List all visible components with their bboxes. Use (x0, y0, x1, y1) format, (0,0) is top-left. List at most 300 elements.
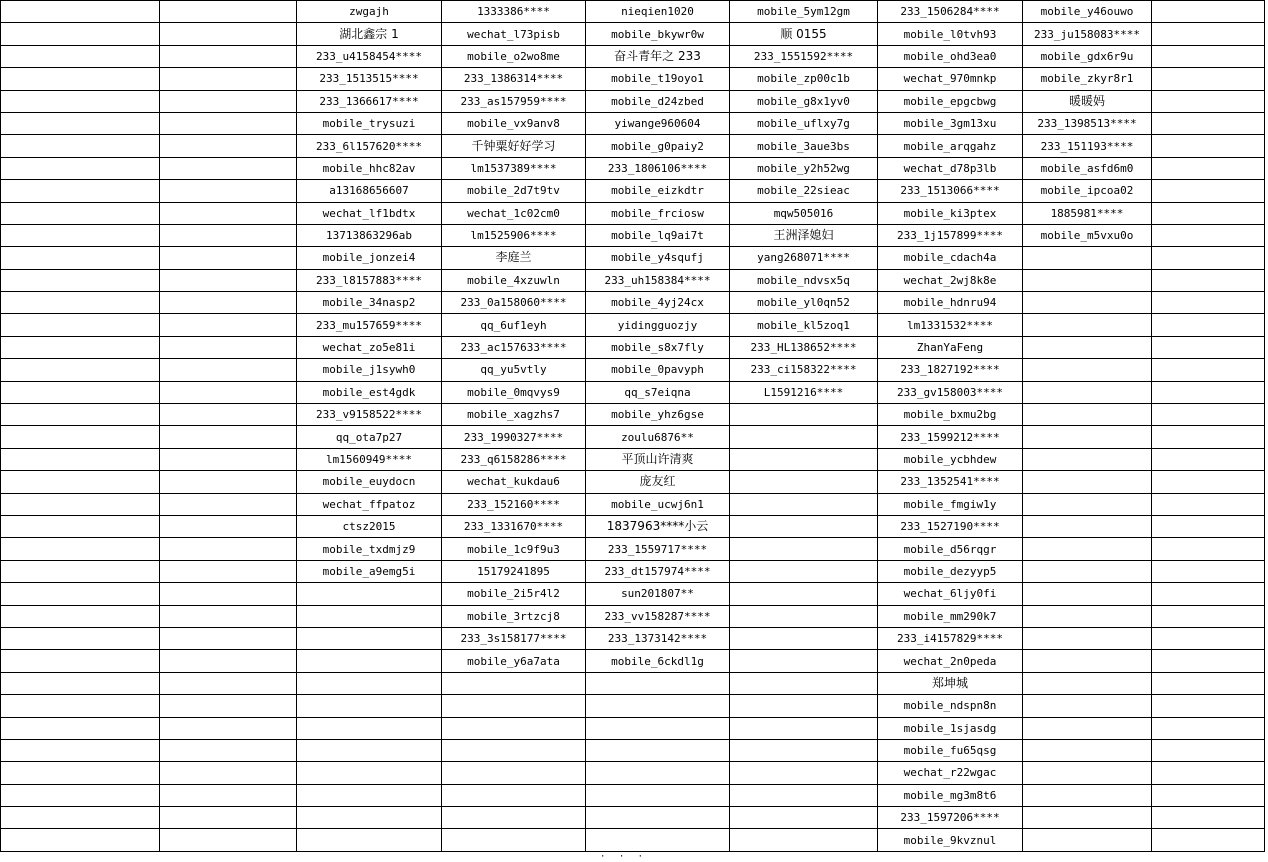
table-cell[interactable]: wechat_kukdau6 (442, 471, 586, 493)
table-cell[interactable]: wechat_ffpatoz (297, 493, 442, 515)
table-cell[interactable] (1023, 269, 1152, 291)
table-cell[interactable] (1152, 90, 1265, 112)
table-cell[interactable] (442, 739, 586, 761)
table-cell[interactable] (160, 426, 297, 448)
table-cell[interactable]: mobile_fmgiw1y (878, 493, 1023, 515)
table-cell[interactable] (160, 493, 297, 515)
table-cell[interactable]: mobile_3gm13xu (878, 112, 1023, 134)
table-cell[interactable] (297, 695, 442, 717)
table-cell[interactable] (1152, 404, 1265, 426)
table-cell[interactable]: qq_s7eiqna (586, 381, 730, 403)
table-cell[interactable] (160, 404, 297, 426)
table-cell[interactable] (1023, 627, 1152, 649)
table-cell[interactable] (730, 650, 878, 672)
table-cell[interactable] (160, 627, 297, 649)
table-cell[interactable] (1023, 336, 1152, 358)
table-cell[interactable] (1, 359, 160, 381)
table-cell[interactable] (160, 90, 297, 112)
table-cell[interactable]: mobile_lq9ai7t (586, 224, 730, 246)
table-cell[interactable]: mobile_2d7t9tv (442, 180, 586, 202)
table-cell[interactable]: wechat_2n0peda (878, 650, 1023, 672)
table-cell[interactable] (1, 807, 160, 829)
table-cell[interactable]: nieqien1020 (586, 1, 730, 23)
table-cell[interactable] (1, 404, 160, 426)
table-cell[interactable]: mobile_9kvznul (878, 829, 1023, 851)
table-cell[interactable] (297, 784, 442, 806)
table-cell[interactable] (442, 695, 586, 717)
table-cell[interactable]: mobile_kl5zoq1 (730, 314, 878, 336)
table-cell[interactable]: mobile_euydocn (297, 471, 442, 493)
table-cell[interactable]: 15179241895 (442, 560, 586, 582)
table-cell[interactable]: mobile_vx9anv8 (442, 112, 586, 134)
table-cell[interactable] (730, 605, 878, 627)
table-cell[interactable] (1, 829, 160, 851)
table-cell[interactable]: mobile_yhz6gse (586, 404, 730, 426)
table-cell[interactable]: mqw505016 (730, 202, 878, 224)
table-cell[interactable]: 233_q6158286**** (442, 448, 586, 470)
table-cell[interactable]: wechat_d78p3lb (878, 157, 1023, 179)
table-cell[interactable]: 233_ac157633**** (442, 336, 586, 358)
table-cell[interactable]: mobile_zkyr8r1 (1023, 68, 1152, 90)
table-cell[interactable] (730, 515, 878, 537)
table-cell[interactable]: mobile_txdmjz9 (297, 538, 442, 560)
table-cell[interactable] (1152, 672, 1265, 694)
table-cell[interactable] (1, 68, 160, 90)
table-cell[interactable] (1152, 381, 1265, 403)
table-cell[interactable] (1, 202, 160, 224)
table-cell[interactable] (442, 762, 586, 784)
table-cell[interactable]: 1333386**** (442, 1, 586, 23)
table-cell[interactable]: 233_l8157883**** (297, 269, 442, 291)
table-cell[interactable]: 233_1366617**** (297, 90, 442, 112)
table-cell[interactable]: 233_151193**** (1023, 135, 1152, 157)
table-cell[interactable] (160, 807, 297, 829)
table-cell[interactable] (160, 560, 297, 582)
table-cell[interactable] (1152, 180, 1265, 202)
table-cell[interactable] (730, 471, 878, 493)
table-cell[interactable]: mobile_22sieac (730, 180, 878, 202)
table-cell[interactable] (1, 448, 160, 470)
table-cell[interactable]: 233_1527190**** (878, 515, 1023, 537)
table-cell[interactable] (1023, 404, 1152, 426)
table-cell[interactable]: mobile_4xzuwln (442, 269, 586, 291)
table-cell[interactable] (1152, 605, 1265, 627)
table-cell[interactable]: mobile_epgcbwg (878, 90, 1023, 112)
table-cell[interactable] (1, 739, 160, 761)
table-cell[interactable] (1152, 247, 1265, 269)
table-cell[interactable]: 233_ju158083**** (1023, 23, 1152, 45)
table-cell[interactable] (1152, 739, 1265, 761)
table-cell[interactable]: 233_uh158384**** (586, 269, 730, 291)
table-cell[interactable]: mobile_3rtzcj8 (442, 605, 586, 627)
table-cell[interactable]: wechat_1c02cm0 (442, 202, 586, 224)
table-cell[interactable] (160, 784, 297, 806)
table-cell[interactable]: mobile_eizkdtr (586, 180, 730, 202)
table-cell[interactable]: zwgajh (297, 1, 442, 23)
table-cell[interactable] (1023, 672, 1152, 694)
table-cell[interactable]: mobile_jonzei4 (297, 247, 442, 269)
table-cell[interactable]: 233_0a158060**** (442, 292, 586, 314)
table-cell[interactable] (1152, 695, 1265, 717)
table-cell[interactable]: 奋斗青年之 233 (586, 45, 730, 67)
table-cell[interactable]: lm1331532**** (878, 314, 1023, 336)
table-cell[interactable] (1023, 426, 1152, 448)
table-cell[interactable]: 千钟粟好好学习 (442, 135, 586, 157)
table-cell[interactable] (586, 672, 730, 694)
table-cell[interactable] (1152, 426, 1265, 448)
table-cell[interactable]: 233_1331670**** (442, 515, 586, 537)
table-cell[interactable]: 233_1597206**** (878, 807, 1023, 829)
table-cell[interactable] (1, 426, 160, 448)
table-cell[interactable]: mobile_d24zbed (586, 90, 730, 112)
table-cell[interactable]: mobile_1c9f9u3 (442, 538, 586, 560)
table-cell[interactable]: 233_1j157899**** (878, 224, 1023, 246)
table-cell[interactable]: wechat_2wj8k8e (878, 269, 1023, 291)
table-cell[interactable] (160, 359, 297, 381)
table-cell[interactable] (160, 157, 297, 179)
table-cell[interactable] (1023, 695, 1152, 717)
table-cell[interactable]: 233_1386314**** (442, 68, 586, 90)
table-cell[interactable] (1023, 739, 1152, 761)
table-cell[interactable] (1, 269, 160, 291)
table-cell[interactable] (1152, 717, 1265, 739)
table-cell[interactable]: mobile_frciosw (586, 202, 730, 224)
table-cell[interactable] (730, 695, 878, 717)
table-cell[interactable] (297, 739, 442, 761)
table-cell[interactable]: mobile_hhc82av (297, 157, 442, 179)
table-cell[interactable]: a13168656607 (297, 180, 442, 202)
table-cell[interactable] (730, 739, 878, 761)
table-cell[interactable]: mobile_mg3m8t6 (878, 784, 1023, 806)
table-cell[interactable]: wechat_zo5e81i (297, 336, 442, 358)
table-cell[interactable] (586, 762, 730, 784)
table-cell[interactable] (442, 672, 586, 694)
table-cell[interactable]: mobile_j1sywh0 (297, 359, 442, 381)
table-cell[interactable]: 233_1352541**** (878, 471, 1023, 493)
table-cell[interactable] (297, 717, 442, 739)
table-cell[interactable]: mobile_m5vxu0o (1023, 224, 1152, 246)
table-cell[interactable] (1023, 247, 1152, 269)
table-cell[interactable] (1152, 493, 1265, 515)
table-cell[interactable] (1, 45, 160, 67)
table-cell[interactable] (730, 448, 878, 470)
table-cell[interactable] (160, 381, 297, 403)
table-cell[interactable]: mobile_4yj24cx (586, 292, 730, 314)
table-cell[interactable] (1152, 1, 1265, 23)
table-cell[interactable] (1023, 605, 1152, 627)
table-cell[interactable] (1, 493, 160, 515)
table-cell[interactable] (442, 717, 586, 739)
table-cell[interactable] (730, 762, 878, 784)
table-cell[interactable] (160, 68, 297, 90)
table-cell[interactable]: 233_1373142**** (586, 627, 730, 649)
table-cell[interactable]: 233_1599212**** (878, 426, 1023, 448)
table-cell[interactable] (730, 404, 878, 426)
table-cell[interactable] (1, 762, 160, 784)
table-cell[interactable] (730, 807, 878, 829)
table-cell[interactable] (1152, 269, 1265, 291)
table-cell[interactable]: mobile_0pavyph (586, 359, 730, 381)
table-cell[interactable] (586, 717, 730, 739)
table-cell[interactable]: 233_ci158322**** (730, 359, 878, 381)
table-cell[interactable]: mobile_cdach4a (878, 247, 1023, 269)
table-cell[interactable]: 庞友红 (586, 471, 730, 493)
table-cell[interactable] (730, 538, 878, 560)
table-cell[interactable]: yiwange960604 (586, 112, 730, 134)
table-cell[interactable] (442, 829, 586, 851)
table-cell[interactable]: mobile_bkywr0w (586, 23, 730, 45)
table-cell[interactable]: mobile_yl0qn52 (730, 292, 878, 314)
table-cell[interactable] (297, 829, 442, 851)
table-cell[interactable]: 平顶山许清爽 (586, 448, 730, 470)
table-cell[interactable] (1, 314, 160, 336)
table-cell[interactable]: 233_1806106**** (586, 157, 730, 179)
table-cell[interactable]: 233_1827192**** (878, 359, 1023, 381)
table-cell[interactable]: mobile_o2wo8me (442, 45, 586, 67)
table-cell[interactable] (730, 627, 878, 649)
table-cell[interactable]: ctsz2015 (297, 515, 442, 537)
table-cell[interactable] (1152, 336, 1265, 358)
table-cell[interactable]: 顺 0155 (730, 23, 878, 45)
table-cell[interactable]: mobile_zp00c1b (730, 68, 878, 90)
table-cell[interactable]: mobile_d56rqgr (878, 538, 1023, 560)
table-cell[interactable] (1023, 807, 1152, 829)
table-cell[interactable] (1152, 627, 1265, 649)
table-cell[interactable] (1152, 45, 1265, 67)
table-cell[interactable]: 233_mu157659**** (297, 314, 442, 336)
table-cell[interactable]: yidingguozjy (586, 314, 730, 336)
table-cell[interactable] (1023, 381, 1152, 403)
table-cell[interactable]: qq_ota7p27 (297, 426, 442, 448)
table-cell[interactable] (730, 493, 878, 515)
table-cell[interactable] (1, 784, 160, 806)
table-cell[interactable]: wechat_970mnkp (878, 68, 1023, 90)
table-cell[interactable] (586, 829, 730, 851)
table-cell[interactable]: mobile_xagzhs7 (442, 404, 586, 426)
table-cell[interactable] (1, 471, 160, 493)
table-cell[interactable]: 233_v9158522**** (297, 404, 442, 426)
table-cell[interactable] (297, 807, 442, 829)
table-cell[interactable] (1023, 717, 1152, 739)
table-cell[interactable]: zoulu6876** (586, 426, 730, 448)
table-cell[interactable]: mobile_asfd6m0 (1023, 157, 1152, 179)
table-cell[interactable] (1152, 68, 1265, 90)
table-cell[interactable] (1023, 493, 1152, 515)
table-cell[interactable] (586, 739, 730, 761)
table-cell[interactable] (160, 471, 297, 493)
table-cell[interactable] (160, 739, 297, 761)
table-cell[interactable] (1, 135, 160, 157)
table-cell[interactable]: mobile_y6a7ata (442, 650, 586, 672)
table-cell[interactable] (1, 717, 160, 739)
table-cell[interactable]: mobile_uflxy7g (730, 112, 878, 134)
table-cell[interactable]: mobile_gdx6r9u (1023, 45, 1152, 67)
table-cell[interactable] (1, 627, 160, 649)
table-cell[interactable] (160, 45, 297, 67)
table-cell[interactable]: 李庭兰 (442, 247, 586, 269)
table-cell[interactable] (160, 515, 297, 537)
table-cell[interactable]: 233_3s158177**** (442, 627, 586, 649)
table-cell[interactable]: ZhanYaFeng (878, 336, 1023, 358)
table-cell[interactable]: mobile_trysuzi (297, 112, 442, 134)
table-cell[interactable]: mobile_mm290k7 (878, 605, 1023, 627)
table-cell[interactable]: mobile_est4gdk (297, 381, 442, 403)
table-cell[interactable] (730, 583, 878, 605)
table-cell[interactable]: mobile_5ym12gm (730, 1, 878, 23)
table-cell[interactable]: mobile_s8x7fly (586, 336, 730, 358)
table-cell[interactable]: 233_as157959**** (442, 90, 586, 112)
table-cell[interactable] (297, 650, 442, 672)
table-cell[interactable]: mobile_fu65qsg (878, 739, 1023, 761)
table-cell[interactable] (1023, 448, 1152, 470)
table-cell[interactable] (160, 269, 297, 291)
table-cell[interactable] (297, 672, 442, 694)
table-cell[interactable] (1152, 560, 1265, 582)
table-cell[interactable] (442, 784, 586, 806)
table-cell[interactable] (160, 1, 297, 23)
table-cell[interactable] (442, 807, 586, 829)
table-cell[interactable]: mobile_ndspn8n (878, 695, 1023, 717)
table-cell[interactable] (160, 202, 297, 224)
table-cell[interactable]: qq_6uf1eyh (442, 314, 586, 336)
table-cell[interactable] (730, 426, 878, 448)
table-cell[interactable] (160, 247, 297, 269)
table-cell[interactable]: mobile_t19oyo1 (586, 68, 730, 90)
table-cell[interactable]: mobile_1sjasdg (878, 717, 1023, 739)
table-cell[interactable] (1, 180, 160, 202)
table-cell[interactable]: 233_vv158287**** (586, 605, 730, 627)
table-cell[interactable]: mobile_hdnru94 (878, 292, 1023, 314)
table-cell[interactable]: mobile_3aue3bs (730, 135, 878, 157)
table-cell[interactable] (1152, 829, 1265, 851)
table-cell[interactable]: mobile_g8x1yv0 (730, 90, 878, 112)
table-cell[interactable] (1, 672, 160, 694)
table-cell[interactable]: 233_152160**** (442, 493, 586, 515)
table-cell[interactable]: mobile_y46ouwo (1023, 1, 1152, 23)
table-cell[interactable]: mobile_6ckdl1g (586, 650, 730, 672)
table-cell[interactable]: mobile_ycbhdew (878, 448, 1023, 470)
table-cell[interactable]: wechat_l73pisb (442, 23, 586, 45)
table-cell[interactable] (1023, 292, 1152, 314)
table-cell[interactable] (160, 224, 297, 246)
table-cell[interactable] (1, 292, 160, 314)
table-cell[interactable] (160, 695, 297, 717)
table-cell[interactable] (160, 605, 297, 627)
table-cell[interactable]: mobile_y4squfj (586, 247, 730, 269)
table-cell[interactable]: mobile_0mqvys9 (442, 381, 586, 403)
table-cell[interactable] (730, 717, 878, 739)
table-cell[interactable] (297, 627, 442, 649)
table-cell[interactable]: 1837963****小云 (586, 515, 730, 537)
table-cell[interactable] (1, 560, 160, 582)
table-cell[interactable] (1152, 583, 1265, 605)
table-cell[interactable] (1, 605, 160, 627)
table-cell[interactable] (730, 829, 878, 851)
table-cell[interactable] (1152, 359, 1265, 381)
table-cell[interactable]: 湖北鑫宗 1 (297, 23, 442, 45)
table-cell[interactable] (1152, 515, 1265, 537)
table-cell[interactable] (586, 695, 730, 717)
table-cell[interactable] (160, 292, 297, 314)
table-cell[interactable] (1152, 157, 1265, 179)
table-cell[interactable]: 郑坤城 (878, 672, 1023, 694)
table-cell[interactable] (730, 560, 878, 582)
table-cell[interactable] (1, 538, 160, 560)
table-cell[interactable] (1, 157, 160, 179)
table-cell[interactable]: yang268071**** (730, 247, 878, 269)
table-cell[interactable] (1023, 314, 1152, 336)
table-cell[interactable]: mobile_bxmu2bg (878, 404, 1023, 426)
table-cell[interactable] (1023, 650, 1152, 672)
table-cell[interactable] (1023, 560, 1152, 582)
table-cell[interactable] (1023, 784, 1152, 806)
table-cell[interactable]: wechat_6ljy0fi (878, 583, 1023, 605)
table-cell[interactable] (1152, 112, 1265, 134)
table-cell[interactable] (586, 807, 730, 829)
table-cell[interactable] (297, 605, 442, 627)
table-cell[interactable]: 233_dt157974**** (586, 560, 730, 582)
table-cell[interactable]: mobile_y2h52wg (730, 157, 878, 179)
table-cell[interactable]: lm1560949**** (297, 448, 442, 470)
table-cell[interactable] (160, 135, 297, 157)
table-cell[interactable] (1, 695, 160, 717)
table-cell[interactable] (160, 538, 297, 560)
table-cell[interactable] (1152, 538, 1265, 560)
table-cell[interactable]: mobile_l0tvh93 (878, 23, 1023, 45)
table-cell[interactable] (1023, 583, 1152, 605)
table-cell[interactable] (1023, 762, 1152, 784)
table-cell[interactable] (1, 583, 160, 605)
table-cell[interactable]: 233_gv158003**** (878, 381, 1023, 403)
table-cell[interactable] (1, 515, 160, 537)
table-cell[interactable] (297, 762, 442, 784)
table-cell[interactable] (160, 112, 297, 134)
table-cell[interactable] (160, 314, 297, 336)
table-cell[interactable]: 233_1551592**** (730, 45, 878, 67)
table-cell[interactable] (1152, 807, 1265, 829)
table-cell[interactable]: mobile_dezyyp5 (878, 560, 1023, 582)
table-cell[interactable] (1023, 538, 1152, 560)
table-cell[interactable] (1, 650, 160, 672)
table-cell[interactable] (1152, 784, 1265, 806)
table-cell[interactable]: 暖暖妈 (1023, 90, 1152, 112)
table-cell[interactable] (1023, 471, 1152, 493)
table-cell[interactable] (1, 224, 160, 246)
table-cell[interactable]: sun201807** (586, 583, 730, 605)
table-cell[interactable] (160, 448, 297, 470)
table-cell[interactable] (1152, 224, 1265, 246)
table-cell[interactable]: 233_1513515**** (297, 68, 442, 90)
table-cell[interactable]: 233_1513066**** (878, 180, 1023, 202)
table-cell[interactable] (1152, 448, 1265, 470)
table-cell[interactable]: mobile_ucwj6n1 (586, 493, 730, 515)
table-cell[interactable]: 王洲泽媳妇 (730, 224, 878, 246)
table-cell[interactable]: lm1537389**** (442, 157, 586, 179)
table-cell[interactable]: lm1525906**** (442, 224, 586, 246)
table-cell[interactable] (1, 381, 160, 403)
table-cell[interactable] (160, 336, 297, 358)
table-cell[interactable]: wechat_lf1bdtx (297, 202, 442, 224)
table-cell[interactable] (730, 784, 878, 806)
table-cell[interactable]: wechat_r22wgac (878, 762, 1023, 784)
table-cell[interactable] (1152, 650, 1265, 672)
table-cell[interactable] (586, 784, 730, 806)
table-cell[interactable] (160, 23, 297, 45)
table-cell[interactable] (160, 717, 297, 739)
table-cell[interactable] (1152, 23, 1265, 45)
table-cell[interactable]: mobile_ohd3ea0 (878, 45, 1023, 67)
table-cell[interactable] (160, 180, 297, 202)
